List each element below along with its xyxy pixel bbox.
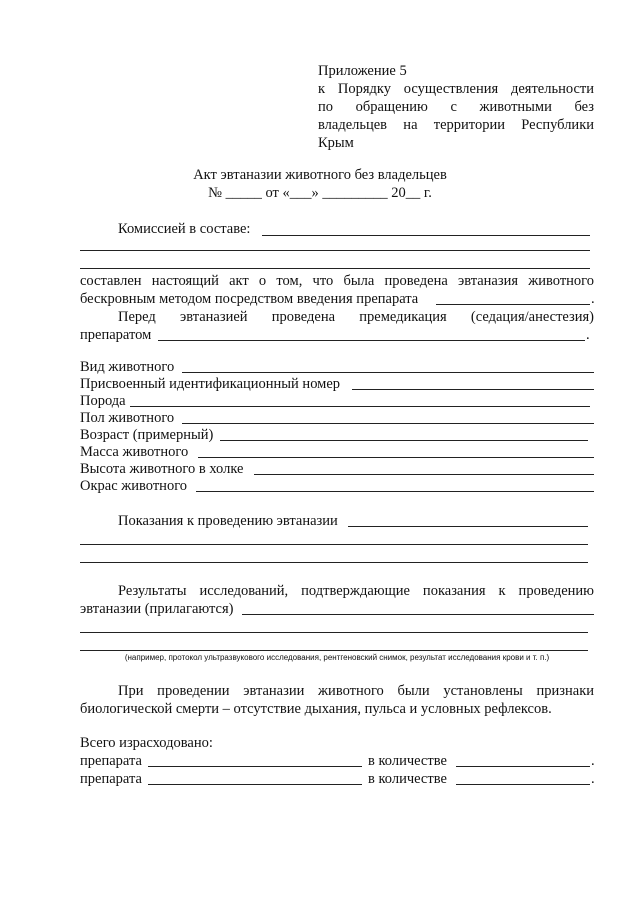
field-sex-label: Пол животного [80, 410, 175, 426]
spent-row-1-drug: препарата [80, 753, 142, 769]
field-mass-label: Масса животного [80, 444, 189, 460]
statement-line-2: бескровным методом посредством введения препарата [80, 291, 419, 307]
spent-row-1-qty: в количестве [368, 753, 447, 769]
spent-row-1-end: . [591, 753, 595, 769]
spent-row-2-qty: в количестве [368, 771, 447, 787]
results-blank-1[interactable] [242, 614, 594, 615]
statement-line-4: препаратом [80, 327, 152, 343]
commission-blank-3[interactable] [80, 268, 590, 269]
death-line-1: При проведении эвтаназии животного были установлены признаки [118, 683, 594, 699]
statement-line-1: составлен настоящий акт о том, что была проведена эвтаназия животного [80, 273, 594, 289]
field-height-blank[interactable] [254, 474, 594, 475]
appendix-line-1: к Порядку осуществления деятельности [318, 81, 594, 97]
field-color-label: Окрас животного [80, 478, 188, 494]
results-note: (например, протокол ультразвукового исследования, рентгеновский снимок, результат исследования крови и т. п.) [124, 653, 550, 662]
spent-row-2-drug: препарата [80, 771, 142, 787]
commission-blank-2[interactable] [80, 250, 590, 251]
field-sex-blank[interactable] [182, 423, 594, 424]
spent-row-1-qty-blank[interactable] [456, 766, 590, 767]
indications-blank-2[interactable] [80, 544, 588, 545]
appendix-line-3: владельцев на территории Республики [318, 117, 594, 133]
field-mass-blank[interactable] [198, 457, 594, 458]
spent-label: Всего израсходовано: [80, 735, 213, 751]
field-species-blank[interactable] [182, 372, 594, 373]
act-number-line: № _____ от «___» _________ 20__ г. [208, 185, 432, 201]
results-blank-2[interactable] [80, 632, 588, 633]
indications-label: Показания к проведению эвтаназии [118, 513, 338, 529]
results-line-1: Результаты исследований, подтверждающие показания к проведению [118, 583, 594, 599]
spent-row-1-drug-blank[interactable] [148, 766, 362, 767]
indications-blank-1[interactable] [348, 526, 588, 527]
field-id-blank[interactable] [352, 389, 594, 390]
field-age-blank[interactable] [220, 440, 588, 441]
field-breed-blank[interactable] [130, 406, 590, 407]
spent-row-2-drug-blank[interactable] [148, 784, 362, 785]
premedication-blank[interactable] [158, 340, 585, 341]
statement-line-2-end: . [591, 291, 595, 307]
results-line-2: эвтаназии (прилагаются) [80, 601, 234, 617]
drug-blank[interactable] [436, 304, 590, 305]
act-title: Акт эвтаназии животного без владельцев [193, 167, 447, 183]
field-age-label: Возраст (примерный) [80, 427, 214, 443]
commission-label: Комиссией в составе: [118, 221, 251, 237]
appendix-title: Приложение 5 [318, 63, 407, 79]
results-blank-3[interactable] [80, 650, 588, 651]
spent-row-2-end: . [591, 771, 595, 787]
statement-line-4-end: . [586, 327, 590, 343]
field-breed-label: Порода [80, 393, 126, 409]
appendix-line-4: Крым [318, 135, 354, 151]
indications-blank-3[interactable] [80, 562, 588, 563]
field-height-label: Высота животного в холке [80, 461, 244, 477]
death-line-2: биологической смерти – отсутствие дыхания, пульса и условных рефлексов. [80, 701, 552, 717]
field-id-label: Присвоенный идентификационный номер [80, 376, 341, 392]
field-color-blank[interactable] [196, 491, 594, 492]
commission-blank-1[interactable] [262, 235, 590, 236]
appendix-line-2: по обращению с животными без [318, 99, 594, 115]
spent-row-2-qty-blank[interactable] [456, 784, 590, 785]
field-species-label: Вид животного [80, 359, 175, 375]
statement-line-3: Перед эвтаназией проведена премедикация (седация/анестезия) [118, 309, 594, 325]
